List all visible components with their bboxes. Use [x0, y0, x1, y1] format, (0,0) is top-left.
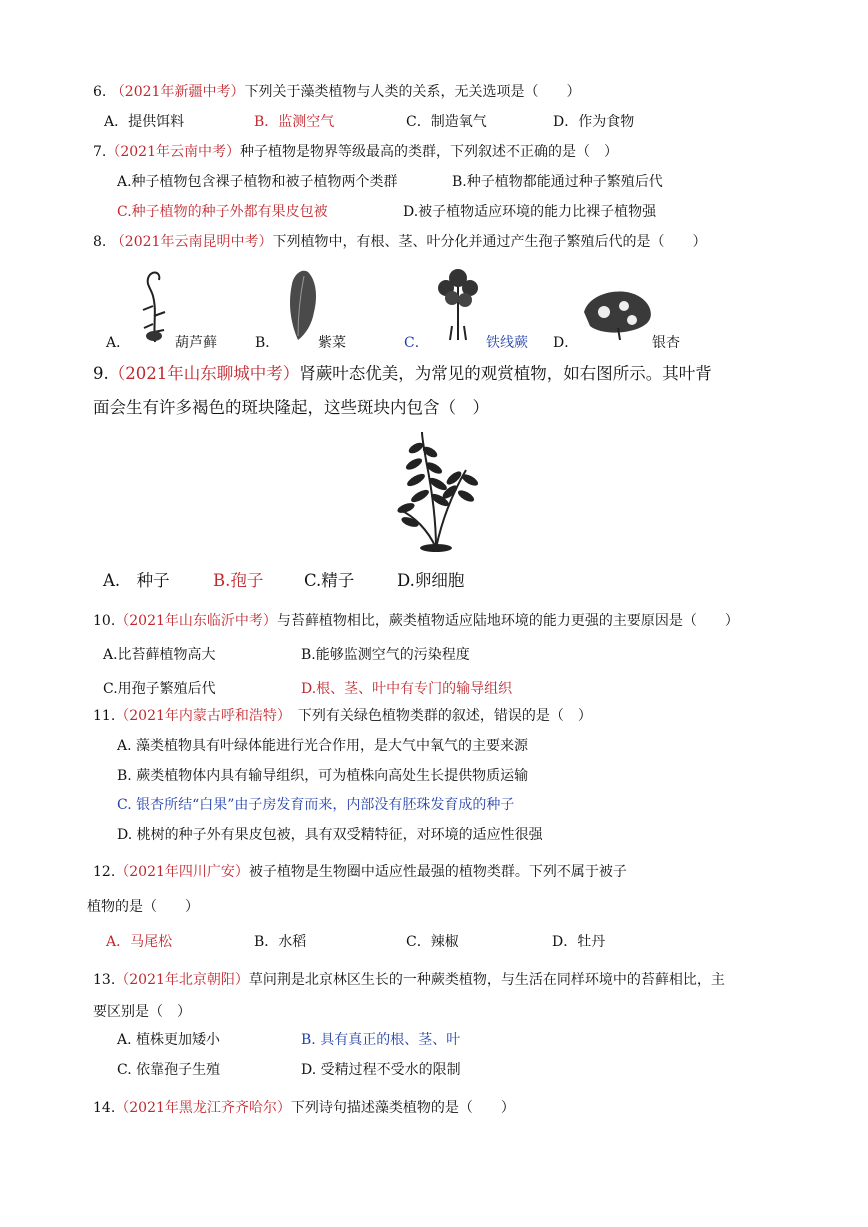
kidney-fern-image	[392, 430, 484, 554]
question-12-line	[93, 862, 627, 882]
picture-label-b: B．	[255, 335, 280, 351]
moss-plant-image	[135, 266, 175, 344]
question-13-line-2: 要区别是（ ）	[93, 1004, 191, 1020]
picture-name-b: 紫菜	[318, 335, 346, 351]
option-c: C. 依靠孢子生殖	[117, 1062, 221, 1078]
question-source: （2021年内蒙古呼和浩特）	[115, 708, 284, 724]
option-d: D. 受精过程不受水的限制	[301, 1062, 461, 1078]
seaweed-image	[284, 266, 324, 342]
picture-label-c: C．	[404, 335, 429, 351]
question-number: 11.	[93, 708, 116, 724]
option-c: C.用孢子繁殖后代	[103, 681, 216, 697]
question-number: 10.	[93, 613, 116, 629]
question-number: 7.	[93, 144, 107, 160]
option-a: A．提供饵料	[104, 114, 185, 130]
option-b: B. 蕨类植物体内具有输导组织，可为植株向高处生长提供物质运输	[117, 768, 529, 784]
question-source: （2021年云南中考）	[106, 144, 240, 160]
ginkgo-leaf-image	[580, 288, 658, 340]
question-6-line	[93, 82, 580, 102]
fern-plant-image	[432, 266, 484, 342]
option-a: A.种子植物包含裸子植物和被子植物两个类群	[117, 174, 398, 190]
option-c: C．制造氧气	[406, 114, 487, 130]
question-7-line	[93, 142, 618, 162]
option-c: C.精子	[304, 571, 355, 590]
question-8-line	[93, 232, 706, 252]
question-9-line-2: 面会生有许多褐色的斑块隆起，这些斑块内包含（ ）	[93, 398, 489, 417]
option-d: D.根、茎、叶中有专门的输导组织	[301, 681, 513, 697]
option-b: B．监测空气	[254, 114, 335, 130]
question-number: 9.	[93, 364, 109, 383]
question-source: （2021年云南昆明中考）	[110, 234, 273, 250]
option-b: B.能够监测空气的污染程度	[301, 647, 470, 663]
question-stem: 与苔藓植物相比，蕨类植物适应陆地环境的能力更强的主要原因是（ ）	[276, 613, 739, 629]
question-10-line	[93, 611, 739, 631]
question-number: 12.	[93, 864, 116, 880]
option-c: C．辣椒	[406, 934, 459, 950]
question-stem: 下列诗句描述藻类植物的是（ ）	[290, 1100, 515, 1116]
question-stem: 种子植物是物界等级最高的类群，下列叙述不正确的是（ ）	[240, 144, 618, 160]
option-b: B.种子植物都能通过种子繁殖后代	[452, 174, 663, 190]
option-a: A.比苔藓植物高大	[103, 647, 216, 663]
picture-label-a: A．	[106, 335, 131, 351]
question-stem: 下列植物中，有根、茎、叶分化并通过产生孢子繁殖后代的是（ ）	[272, 234, 707, 250]
question-13-line	[93, 970, 725, 990]
question-stem: 下列有关绿色植物类群的叙述，错误的是（ ）	[297, 708, 592, 724]
question-source: （2021年北京朝阳）	[115, 972, 249, 988]
question-11-line	[93, 706, 592, 726]
question-number: 13.	[93, 972, 116, 988]
option-b: B. 具有真正的根、茎、叶	[301, 1032, 461, 1048]
question-9-line	[93, 362, 712, 386]
question-source: （2021年山东临沂中考）	[115, 613, 277, 629]
question-stem: 被子植物是生物圈中适应性最强的植物类群。下列不属于被子	[248, 864, 627, 880]
option-c: C.种子植物的种子外都有果皮包被	[117, 204, 328, 220]
picture-label-d: D．	[553, 335, 579, 351]
question-source: （2021年新疆中考）	[110, 84, 245, 100]
option-a: A. 种子	[103, 571, 170, 590]
option-d: D. 桃树的种子外有果皮包被，具有双受精特征，对环境的适应性很强	[117, 827, 543, 843]
question-12-line-2: 植物的是（ ）	[87, 899, 199, 915]
question-source: （2021年山东聊城中考）	[108, 364, 300, 383]
option-a: A. 植株更加矮小	[117, 1032, 221, 1048]
option-d: D．牡丹	[552, 934, 606, 950]
picture-name-a: 葫芦藓	[175, 335, 217, 351]
option-d: D．作为食物	[553, 114, 635, 130]
question-source: （2021年四川广安）	[115, 864, 249, 880]
question-14-line	[93, 1098, 515, 1118]
question-number: 14.	[93, 1100, 116, 1116]
option-c: C. 银杏所结“白果”由子房发育而来，内部没有胚珠发育成的种子	[117, 797, 515, 813]
option-a: A. 藻类植物具有叶绿体能进行光合作用，是大气中氧气的主要来源	[117, 738, 529, 754]
question-stem: 下列关于藻类植物与人类的关系，无关选项是（ ）	[244, 84, 581, 100]
option-d: D.卵细胞	[397, 571, 465, 590]
question-number: 6.	[93, 84, 107, 100]
option-b: B．水稻	[254, 934, 307, 950]
picture-name-d: 银杏	[652, 335, 680, 351]
question-source: （2021年黑龙江齐齐哈尔）	[115, 1100, 291, 1116]
option-d: D.被子植物适应环境的能力比裸子植物强	[403, 204, 657, 220]
option-a: A．马尾松	[106, 934, 173, 950]
question-stem: 草问荆是北京林区生长的一种蕨类植物，与生活在同样环境中的苔藓相比，主	[248, 972, 725, 988]
question-number: 8.	[93, 234, 107, 250]
question-stem: 肾蕨叶态优美，为常见的观赏植物，如右图所示。其叶背	[299, 364, 712, 383]
option-b: B.孢子	[213, 571, 264, 590]
picture-name-c: 铁线蕨	[486, 335, 528, 351]
